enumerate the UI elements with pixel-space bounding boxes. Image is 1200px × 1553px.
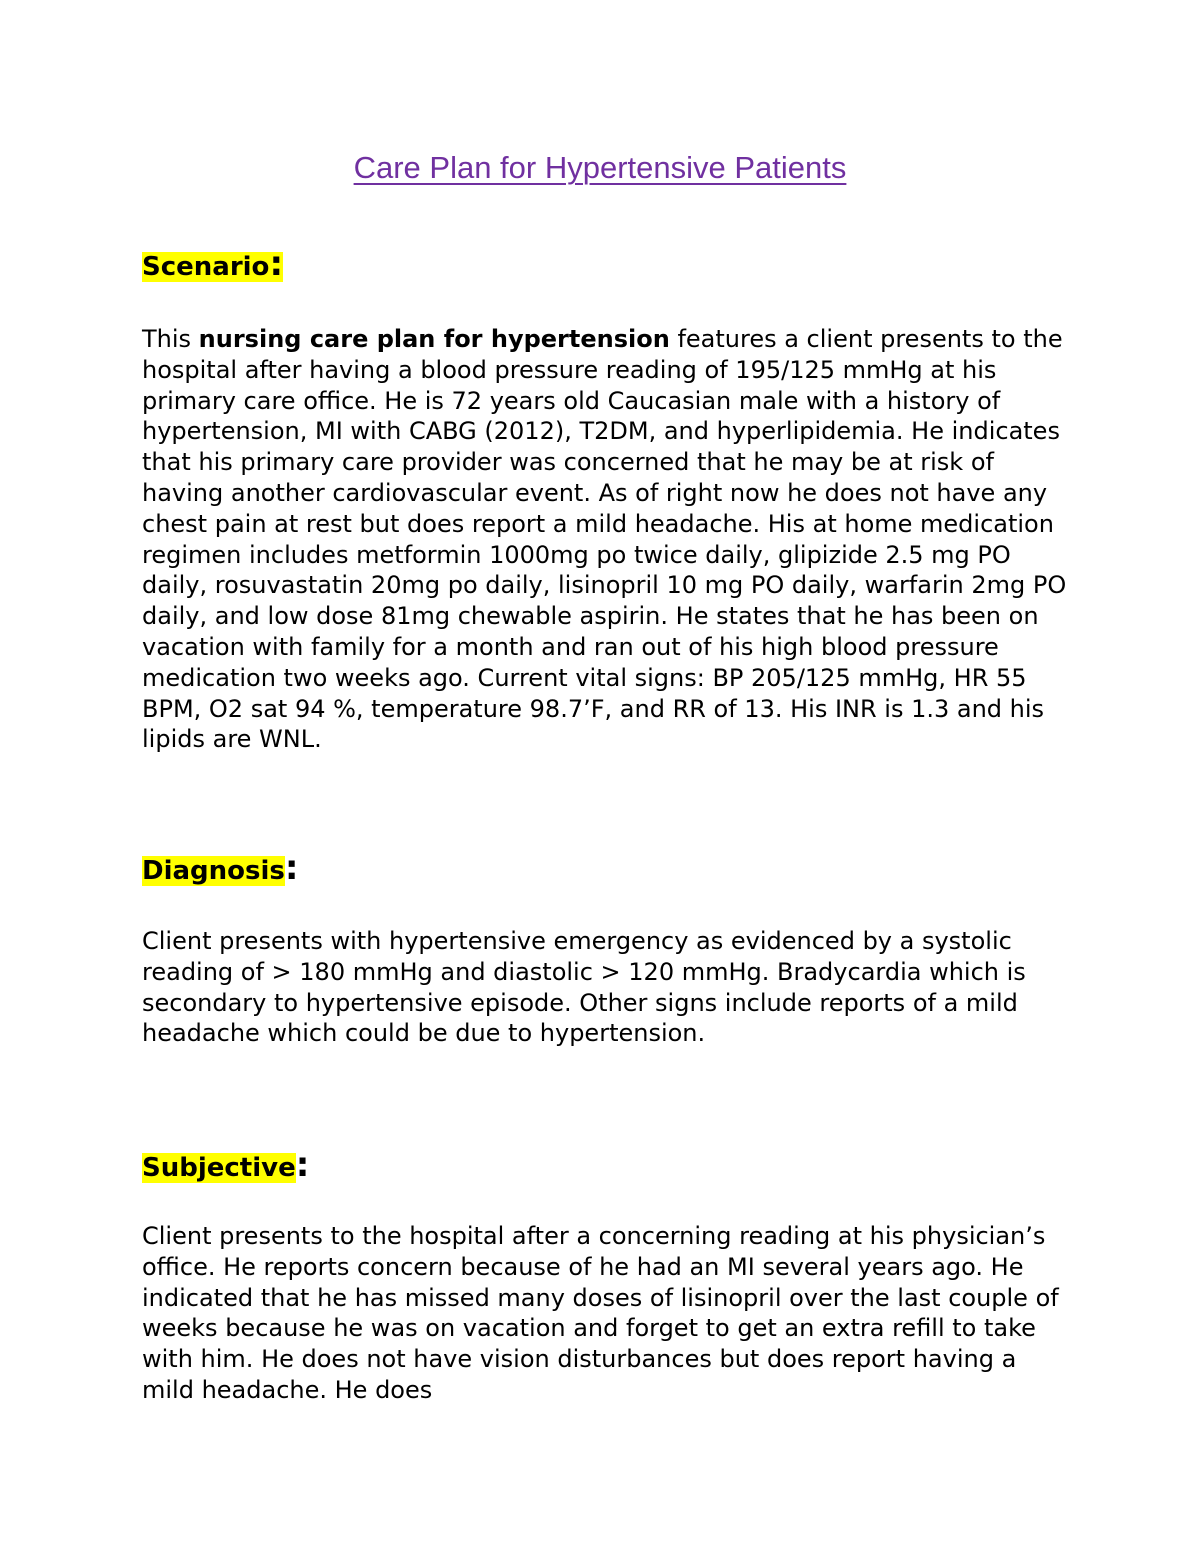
scenario-heading-label: Scenario: [142, 244, 284, 284]
scenario-bold-phrase: nursing care plan for hypertension [198, 325, 670, 353]
scenario-heading [142, 244, 284, 284]
diagnosis-heading: Diagnosis: [142, 848, 299, 888]
scenario-paragraph: This nursing care plan for hypertension features a client presents to the hospital after having a blood pressure reading of 195/125 mmHg at his primary care office. He is 72 years old Caucasian male with a history of hypertension, MI with CABG (2012), T2DM, and hyperlipidemia. He indicates that his primary care provider was concerned that he may be at risk of having another cardiovascular event. As of right now he does not have any chest pain at rest but does report a mild headache. His at home medication regimen includes metformin 1000mg po twice daily, glipizide 2.5 mg PO daily, rosuvastatin 20mg po daily, lisinopril 10 mg PO daily, warfarin 2mg PO daily, and low dose 81mg chewable aspirin. He states that he has been on vacation with family for a month and ran out of his high blood pressure medication two weeks ago. Current vital signs: BP 205/125 mmHg, HR 55 BPM, O2 sat 94 %, temperature 98.7’F, and RR of 13. His INR is 1.3 and his lipids are WNL. [142, 325, 1067, 754]
subjective-paragraph: Client presents to the hospital after a concerning reading at his physician’s office. He reports concern because of he had an MI several years ago. He indicated that he has missed many doses of lisinopril over the last couple of weeks because he was on vacation and forget to get an extra refill to take with him. He does not have vision disturbances but does report having a mild headache. He does [142, 1222, 1059, 1404]
document-title: Care Plan for Hypertensive Patients [353, 150, 847, 185]
subjective-heading-label: Subjective [142, 1153, 296, 1183]
subjective-heading: Subjective: [142, 1145, 310, 1185]
diagnosis-paragraph: Client presents with hypertensive emergency as evidenced by a systolic reading of > 180 mmHg and diastolic > 120 mmHg. Bradycardia which is secondary to hypertensive episode. Other signs include reports of a mild headache which could be due to hypertension. [142, 927, 1026, 1048]
diagnosis-heading-label: Diagnosis [142, 856, 285, 886]
